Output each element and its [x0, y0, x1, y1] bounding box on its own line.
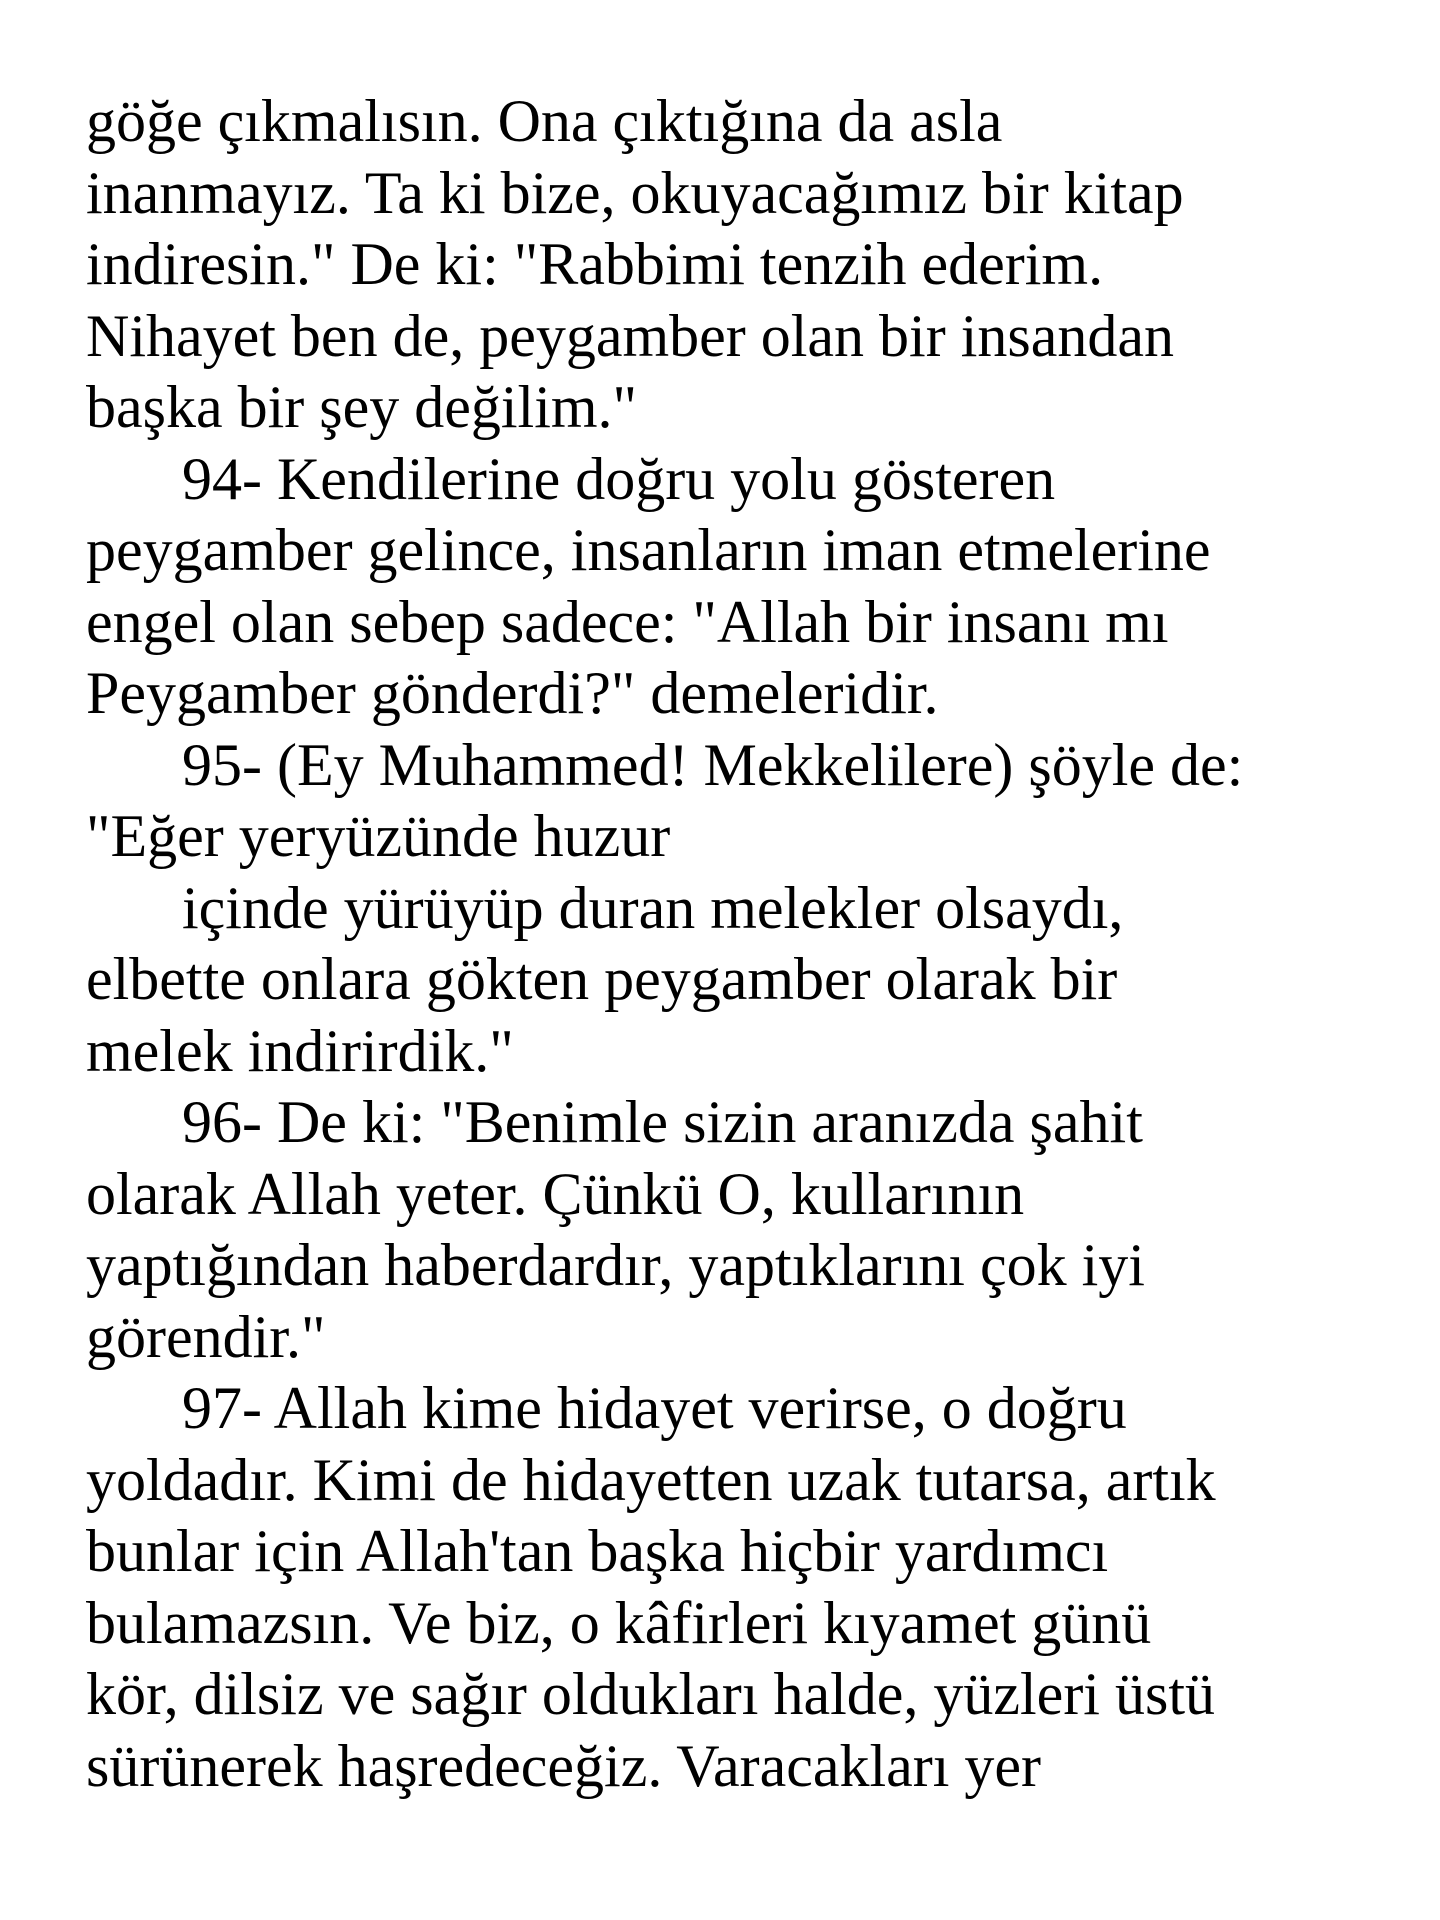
document-page — [86, 86, 1386, 1802]
text-line: Nihayet ben de, peygamber olan bir insandan — [86, 302, 1174, 369]
text-line: olarak Allah yeter. Çünkü O, kullarının — [86, 1160, 1025, 1227]
text-line: yaptığından haberdardır, yaptıklarını çok iyi — [86, 1232, 1145, 1298]
text-line: peygamber gelince, insanların iman etmelerine — [86, 517, 1211, 583]
text-line: kör, dilsiz ve sağır oldukları halde, yüzleri üstü — [86, 1661, 1215, 1727]
text-line: bulamazsın. Ve biz, o kâfirleri kıyamet günü — [86, 1589, 1152, 1656]
verse-95-start: 95- (Ey Muhammed! Mekkelilere) şöyle de: — [182, 731, 1244, 798]
text-line: görendir." — [86, 1303, 326, 1370]
verse-96-start: 96- De ki: "Benimle sizin aranızda şahit — [182, 1089, 1143, 1155]
text-line: sürünerek haşredeceğiz. Varacakları yer — [86, 1732, 1042, 1799]
text-line: bunlar için Allah'tan başka hiçbir yardımcı — [86, 1518, 1109, 1584]
text-line: "Eğer yeryüzünde huzur — [86, 803, 671, 869]
text-line: melek indirirdik." — [86, 1017, 514, 1084]
text-line: inanmayız. Ta ki bize, okuyacağımız bir kitap — [86, 159, 1184, 226]
text-line: yoldadır. Kimi de hidayetten uzak tutarsa, artık — [86, 1446, 1216, 1513]
text-line: engel olan sebep sadece: "Allah bir insanı mı — [86, 588, 1169, 655]
text-line: indiresin." De ki: "Rabbimi tenzih ederim. — [86, 231, 1104, 297]
text-line: Peygamber gönderdi?" demeleridir. — [86, 660, 939, 726]
verse-94-start: 94- Kendilerine doğru yolu gösteren — [182, 445, 1056, 512]
text-line: başka bir şey değilim." — [86, 374, 638, 440]
verse-97-start: 97- Allah kime hidayet verirse, o doğru — [182, 1375, 1127, 1441]
document-text — [86, 86, 1386, 1802]
text-line: içinde yürüyüp duran melekler olsaydı, — [182, 874, 1124, 941]
text-line: göğe çıkmalısın. Ona çıktığına da asla — [86, 88, 1003, 154]
text-line: elbette onlara gökten peygamber olarak bir — [86, 946, 1118, 1012]
